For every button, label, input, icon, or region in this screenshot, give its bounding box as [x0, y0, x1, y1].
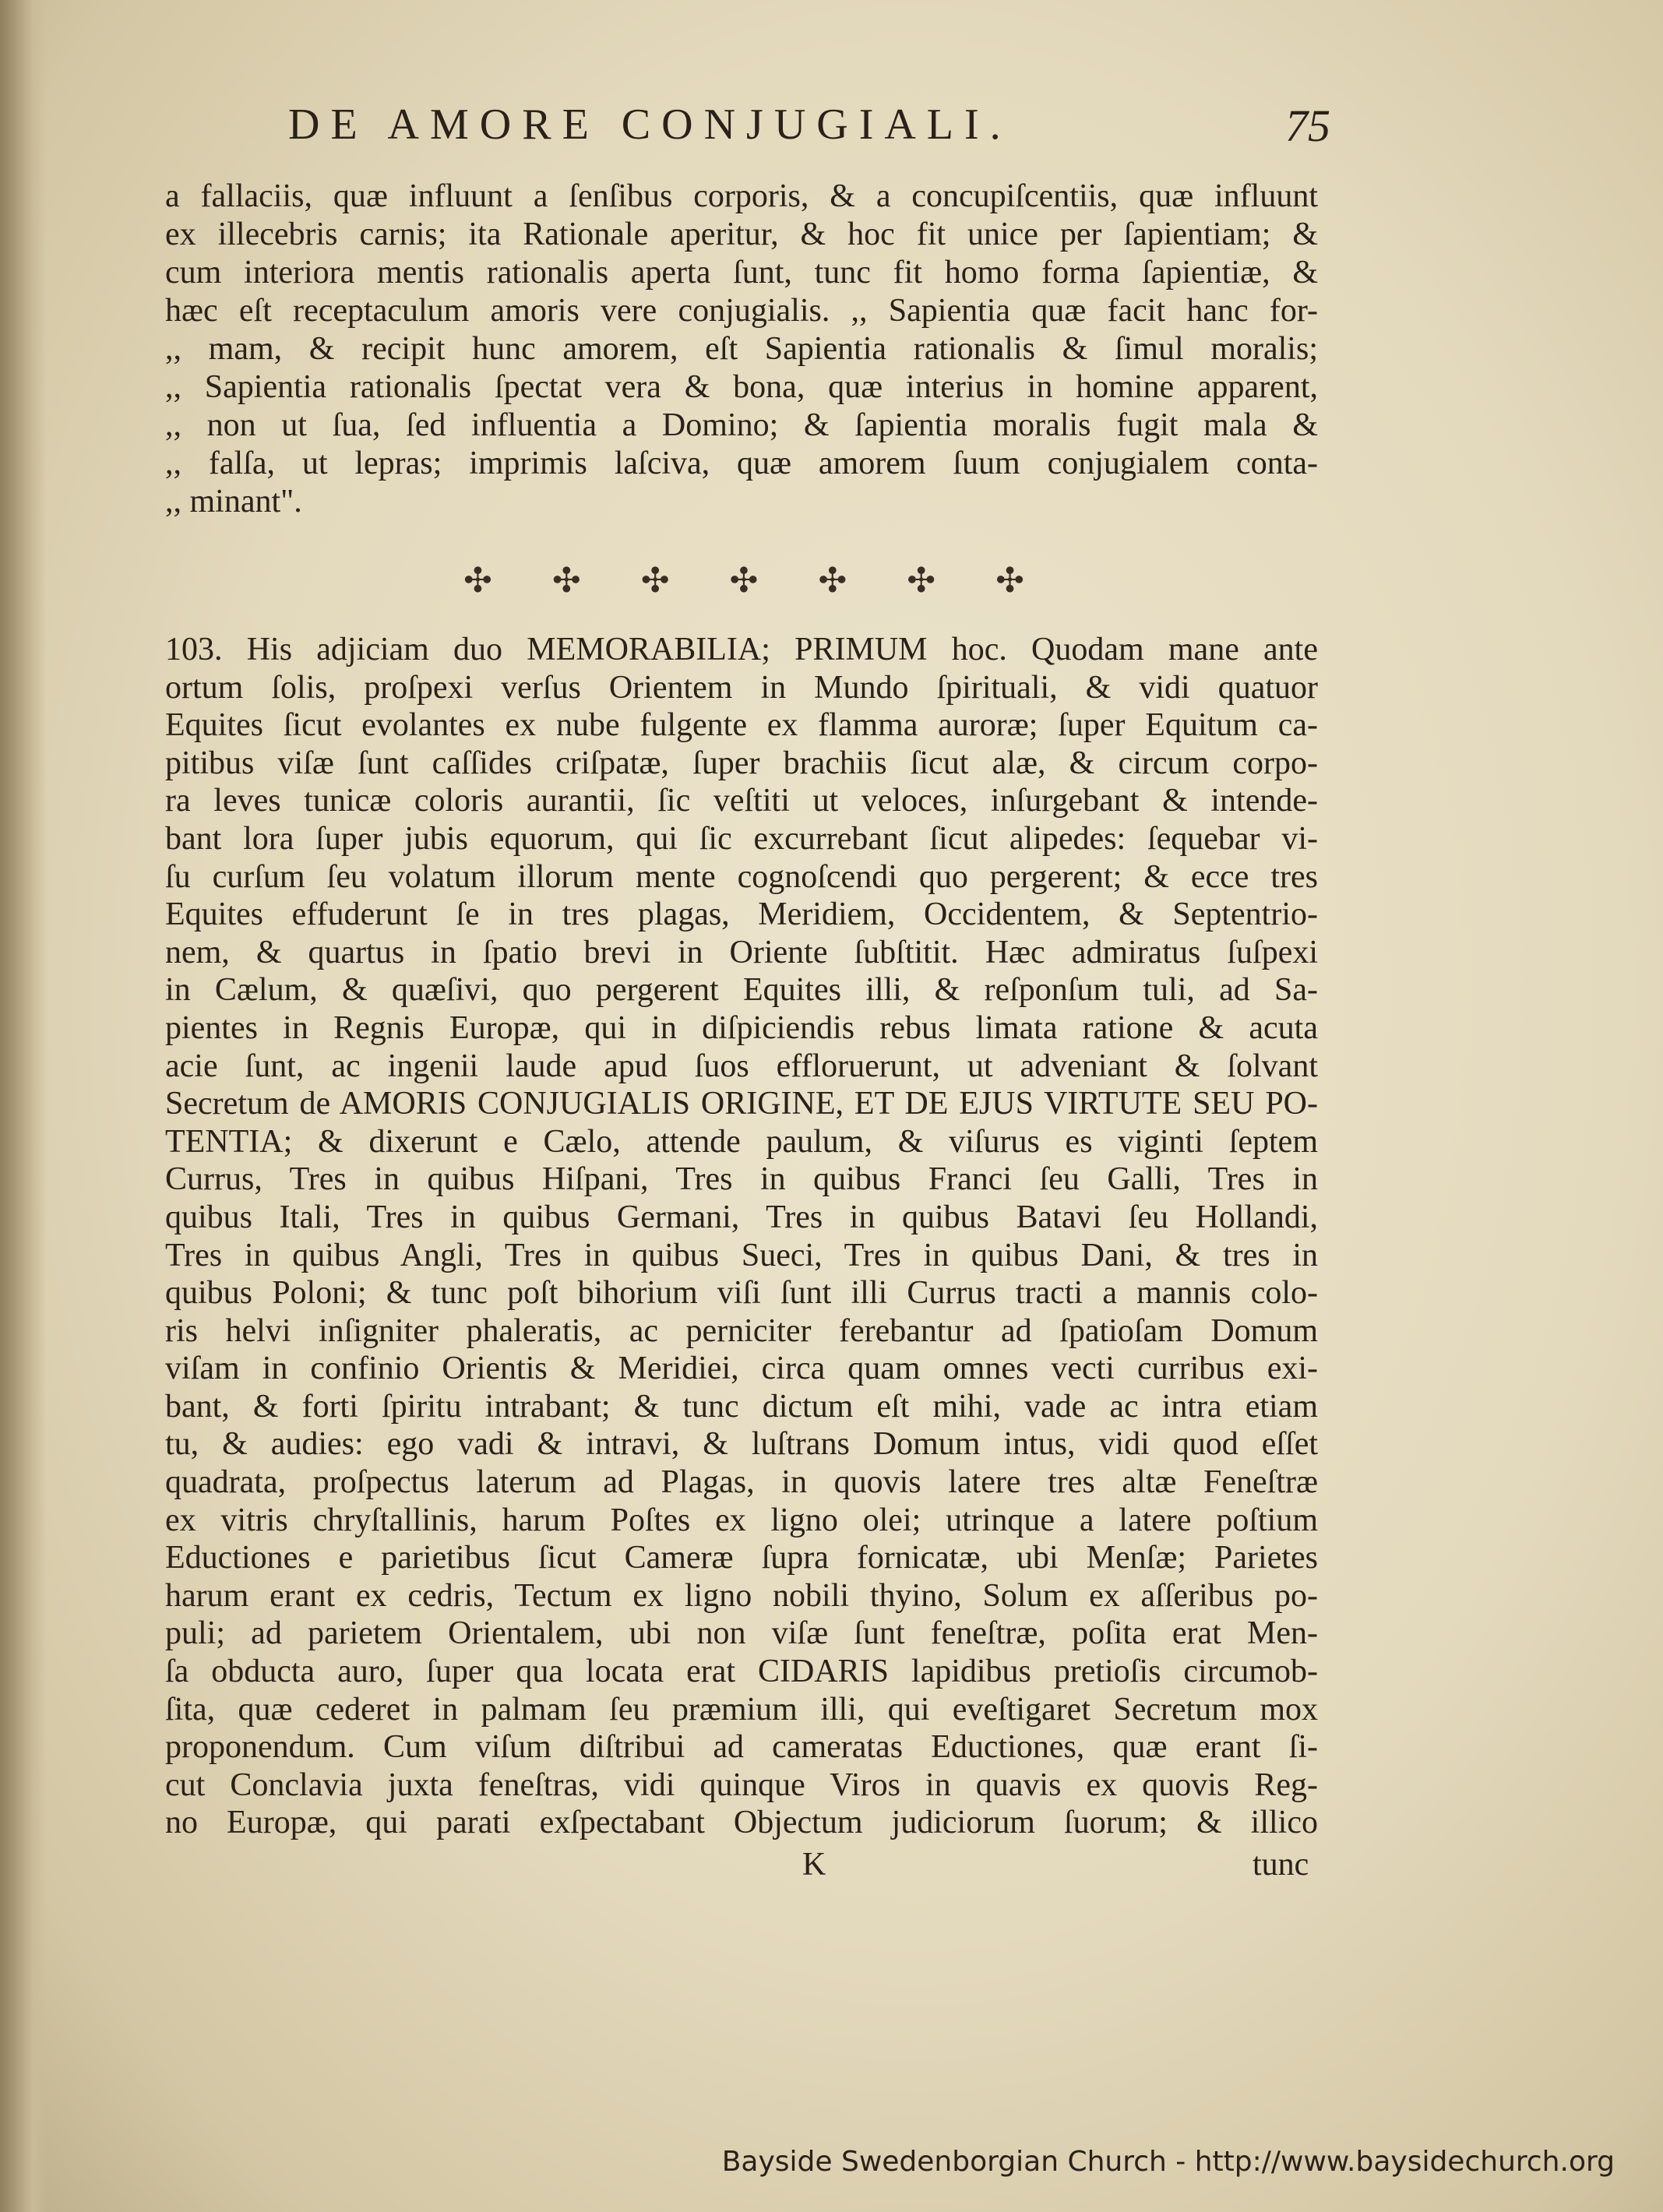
text-line: bant lora ſuper jubis equorum, qui ſic excurrebant ſicut alipedes: ſequebar vi-: [165, 820, 1318, 857]
text-line: in Cælum, & quæſivi, quo pergerent Equites illi, & reſponſum tuli, ad Sa-: [165, 972, 1318, 1009]
signature-mark: K: [802, 1847, 826, 1883]
fleuron-ornament-icon: ✣: [818, 562, 847, 600]
watermark: Bayside Swedenborgian Church - http://www.baysidechurch.org: [721, 2146, 1615, 2178]
running-title: DE AMORE CONJUGIALI.: [288, 100, 1012, 149]
text-line: ortum ſolis, proſpexi verſus Orientem in Mundo ſpirituali, & vidi quatuor: [165, 669, 1318, 706]
page-gutter-shadow: [0, 0, 47, 2212]
text-line: ex vitris chryſtallinis, harum Poſtes ex ligno olei; utrinque a latere poſtium: [165, 1502, 1318, 1538]
page-number: 75: [1285, 100, 1330, 151]
text-line: Eductiones e parietibus ſicut Cameræ ſupra fornicatæ, ubi Menſæ; Parietes: [165, 1540, 1318, 1576]
text-line: Currus, Tres in quibus Hiſpani, Tres in quibus Franci ſeu Galli, Tres in: [165, 1161, 1318, 1198]
text-line: ex illecebris carnis; ita Rationale aperitur, & hoc fit unice per ſapientiam; &: [165, 217, 1318, 252]
text-line: ra leves tunicæ coloris aurantii, ſic veſtiti ut veloces, inſurgebant & intende-: [165, 783, 1318, 819]
fleuron-ornament-icon: ✣: [729, 562, 759, 600]
text-line: pientes in Regnis Europæ, qui in diſpiciendis rebus limata ratione & acuta: [165, 1009, 1318, 1046]
text-line: Secretum de AMORIS CONJUGIALIS ORIGINE, ET DE EJUS VIRTUTE SEU PO-: [165, 1086, 1318, 1122]
top-paragraph: [165, 178, 1318, 521]
text-line: Equites ſicut evolantes ex nube fulgente ex flamma auroræ; ſuper Equitum ca-: [165, 707, 1318, 744]
text-line: ſu curſum ſeu volatum illorum mente cognoſcendi quo pergerent; & ecce tres: [165, 858, 1318, 895]
text-line: viſam in confinio Orientis & Meridiei, circa quam omnes vecti curribus exi-: [165, 1351, 1318, 1387]
text-line: acie ſunt, ac ingenii laude apud ſuos effloruerunt, ut adveniant & ſolvant: [165, 1048, 1318, 1084]
text-line: ris helvi inſigniter phaleratis, ac perniciter ferebantur ad ſpatioſam Domum: [165, 1312, 1318, 1349]
text-line: quibus Itali, Tres in quibus Germani, Tres in quibus Batavi ſeu Hollandi,: [165, 1199, 1318, 1235]
text-line: Tres in quibus Angli, Tres in quibus Sueci, Tres in quibus Dani, & tres in: [165, 1237, 1318, 1273]
text-line: ſa obducta auro, ſuper qua locata erat CIDARIS lapidibus pretioſis circumob-: [165, 1654, 1318, 1690]
catchword: tunc: [1253, 1847, 1309, 1883]
text-line: bant, & forti ſpiritu intrabant; & tunc dictum eſt mihi, vade ac intra etiam: [165, 1388, 1318, 1425]
text-line: cut Conclavia juxta feneſtras, vidi quinque Viros in quavis ex quovis Reg-: [165, 1766, 1318, 1803]
text-line: TENTIA; & dixerunt e Cælo, attende paulum, & viſurus es viginti ſeptem: [165, 1123, 1318, 1160]
text-line: a fallaciis, quæ influunt a ſenſibus corporis, & a concupiſcentiis, quæ influunt: [165, 178, 1318, 214]
fleuron-ornament-icon: ✣: [907, 562, 936, 600]
text-line: proponendum. Cum viſum diſtribui ad cameratas Eductiones, quæ erant ſi-: [165, 1729, 1318, 1766]
text-line: ,, mam, & recipit hunc amorem, eſt Sapientia rationalis & ſimul moralis;: [165, 331, 1318, 367]
text-line: ,, minant".: [165, 484, 302, 520]
text-line: pitibus viſæ ſunt caſſides criſpatæ, ſuper brachiis ſicut alæ, & circum corpo-: [165, 745, 1318, 781]
fleuron-ornament-icon: ✣: [995, 562, 1024, 600]
text-line: nem, & quartus in ſpatio brevi in Oriente ſubſtitit. Hæc admiratus ſuſpexi: [165, 934, 1318, 970]
text-line: ,, Sapientia rationalis ſpectat vera & bona, quæ interius in homine apparent,: [165, 369, 1318, 405]
text-line: cum interiora mentis rationalis aperta ſunt, tunc fit homo forma ſapientiæ, &: [165, 255, 1318, 291]
main-paragraph: [165, 631, 1318, 1842]
text-line: tu, & audies: ego vadi & intravi, & luſtrans Domum intus, vidi quod eſſet: [165, 1426, 1318, 1463]
text-line: Equites effuderunt ſe in tres plagas, Meridiem, Occidentem, & Septentrio-: [165, 896, 1318, 933]
text-line: puli; ad parietem Orientalem, ubi non viſæ ſunt feneſtræ, poſita erat Men-: [165, 1615, 1318, 1652]
text-line: harum erant ex cedris, Tectum ex ligno nobili thyino, Solum ex aſſeribus po-: [165, 1577, 1318, 1614]
fleuron-ornament-icon: ✣: [640, 562, 670, 600]
ornament-row: [463, 561, 1024, 601]
fleuron-ornament-icon: ✣: [463, 562, 492, 600]
text-line: hæc eſt receptaculum amoris vere conjugialis. ,, Sapientia quæ facit hanc for-: [165, 293, 1318, 329]
text-line: ,, non ut ſua, ſed influentia a Domino; & ſapientia moralis fugit mala &: [165, 407, 1318, 443]
text-line: ,, falſa, ut lepras; imprimis laſciva, quæ amorem ſuum conjugialem conta-: [165, 446, 1318, 481]
fleuron-ornament-icon: ✣: [551, 562, 581, 600]
text-line: quibus Poloni; & tunc poſt bihorium viſi ſunt illi Currus tracti a mannis colo-: [165, 1275, 1318, 1312]
text-line: ſita, quæ cederet in palmam ſeu præmium illi, qui eveſtigaret Secretum mox: [165, 1691, 1318, 1728]
text-line: quadrata, proſpectus laterum ad Plagas, in quovis latere tres altæ Feneſtræ: [165, 1464, 1318, 1501]
text-line: 103. His adjiciam duo MEMORABILIA; PRIMUM hoc. Quodam mane ante: [165, 632, 1318, 667]
text-line: no Europæ, qui parati exſpectabant Objectum judiciorum ſuorum; & illico: [165, 1805, 1318, 1841]
